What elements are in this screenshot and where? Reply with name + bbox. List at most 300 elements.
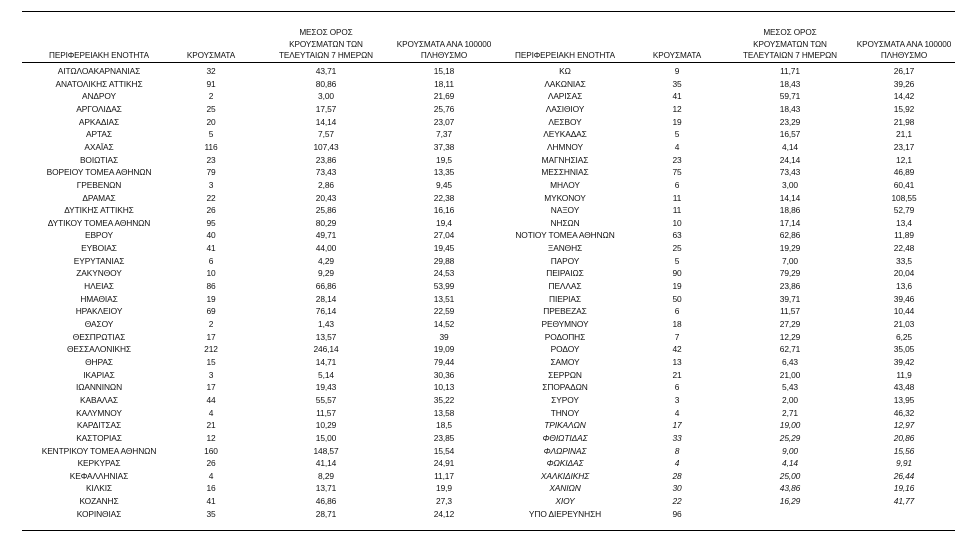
left-region-cell: ΑΡΤΑΣ: [86, 129, 112, 140]
left-per100k-cell: 22,38: [433, 192, 455, 203]
left-per100k-cell: 16,16: [433, 205, 455, 216]
header-avg7-left: ΜΕΣΟΣ ΟΡΟΣ ΚΡΟΥΣΜΑΤΩΝ ΤΩΝ ΤΕΛΕΥΤΑΙΩΝ 7 ΗΜΕΡΩΝ: [279, 28, 373, 61]
right-cases-cell: 50: [672, 293, 682, 304]
header-region-right: ΠΕΡΙΦΕΡΕΙΑΚΗ ΕΝΟΤΗΤΑ: [515, 51, 615, 61]
right-per100k-cell: 33,5: [896, 255, 912, 266]
left-per100k-cell: 15,54: [433, 445, 455, 456]
right-avg7-cell: 4,14: [782, 141, 798, 152]
left-per100k-cell: 21,69: [433, 91, 455, 102]
left-avg7-cell: 13,71: [315, 483, 337, 494]
right-region-cell: ΜΑΓΝΗΣΙΑΣ: [541, 154, 589, 165]
left-region-cell: ΚΑΒΑΛΑΣ: [79, 394, 118, 405]
right-region-cell: ΡΟΔΟΥ: [550, 344, 580, 355]
right-per100k-cell: 22,48: [893, 243, 915, 254]
header-avg7-right: ΜΕΣΟΣ ΟΡΟΣ ΚΡΟΥΣΜΑΤΩΝ ΤΩΝ ΤΕΛΕΥΤΑΙΩΝ 7 ΗΜΕΡΩΝ: [743, 28, 837, 61]
right-avg7-cell: 11,71: [780, 66, 800, 76]
table-row: [0, 508, 973, 521]
left-avg7-cell: 7,57: [318, 129, 334, 140]
left-region-cell: ΓΡΕΒΕΝΩΝ: [76, 179, 122, 190]
left-avg7-cell: 14,14: [315, 116, 337, 127]
left-avg7-cell: 80,29: [315, 217, 337, 228]
left-per100k-cell: 22,59: [433, 306, 455, 317]
table-row: [0, 242, 973, 255]
right-cases-cell: 35: [672, 78, 682, 89]
left-per100k-cell: 29,88: [433, 255, 455, 266]
right-avg7-cell: 23,29: [779, 116, 801, 127]
right-avg7-cell: 62,71: [779, 344, 801, 355]
right-avg7-cell: 16,29: [779, 496, 801, 507]
right-per100k-cell: 12,97: [893, 420, 915, 431]
table-row: [0, 495, 973, 508]
right-cases-cell: 5: [674, 255, 680, 266]
left-per100k-cell: 25,76: [433, 103, 455, 114]
right-avg7-cell: 73,43: [779, 167, 801, 178]
left-cases-cell: 21: [206, 420, 216, 431]
left-region-cell: ΑΝΔΡΟΥ: [81, 91, 117, 102]
left-cases-cell: 3: [208, 179, 214, 190]
table-row: [0, 394, 973, 407]
left-region-cell: ΙΩΑΝΝΙΝΩΝ: [75, 382, 123, 393]
right-per100k-cell: 39,46: [893, 293, 915, 304]
left-avg7-cell: 41,14: [315, 458, 337, 469]
table-row: [0, 204, 973, 217]
left-cases-cell: 32: [206, 66, 216, 76]
left-cases-cell: 5: [208, 129, 214, 140]
left-per100k-cell: 24,91: [433, 458, 455, 469]
left-region-cell: ΑΧΑΪΑΣ: [84, 141, 114, 152]
right-per100k-cell: 108,55: [891, 192, 917, 203]
table-row: [0, 457, 973, 470]
right-cases-cell: 5: [674, 129, 680, 140]
table-row: [0, 103, 973, 116]
left-cases-cell: 15: [206, 356, 216, 367]
left-cases-cell: 41: [206, 243, 216, 254]
right-cases-cell: 30: [672, 483, 682, 494]
left-cases-cell: 95: [206, 217, 216, 228]
left-avg7-cell: 17,57: [315, 103, 337, 114]
right-region-cell: ΡΟΔΟΠΗΣ: [544, 331, 586, 342]
left-region-cell: ΗΜΑΘΙΑΣ: [80, 293, 118, 304]
right-region-cell: ΤΡΙΚΑΛΩΝ: [544, 420, 586, 431]
left-region-cell: ΔΥΤΙΚΟΥ ΤΟΜΕΑ ΑΘΗΝΩΝ: [47, 217, 151, 228]
right-per100k-cell: 46,32: [893, 407, 915, 418]
left-region-cell: ΘΗΡΑΣ: [85, 356, 113, 367]
left-cases-cell: 44: [206, 394, 216, 405]
left-avg7-cell: 10,29: [315, 420, 337, 431]
left-avg7-cell: 8,29: [318, 470, 334, 481]
right-region-cell: ΡΕΘΥΜΝΟΥ: [541, 319, 589, 329]
left-region-cell: ΚΑΣΤΟΡΙΑΣ: [76, 432, 122, 443]
left-cases-cell: 91: [206, 78, 216, 89]
left-avg7-cell: 1,43: [318, 319, 334, 329]
left-region-cell: ΚΟΡΙΝΘΙΑΣ: [76, 508, 122, 519]
left-per100k-cell: 37,38: [433, 141, 455, 152]
left-cases-cell: 2: [208, 319, 214, 329]
left-avg7-cell: 15,00: [315, 432, 337, 443]
left-avg7-cell: 20,43: [315, 192, 337, 203]
right-region-cell: ΛΑΚΩΝΙΑΣ: [544, 78, 586, 89]
left-region-cell: ΚΟΖΑΝΗΣ: [79, 496, 119, 507]
right-region-cell: ΣΥΡΟΥ: [551, 394, 579, 405]
left-cases-cell: 6: [208, 255, 214, 266]
left-cases-cell: 4: [208, 470, 214, 481]
right-avg7-cell: 27,29: [779, 319, 801, 329]
right-per100k-cell: 14,42: [893, 91, 915, 102]
right-region-cell: ΚΩ: [559, 66, 571, 76]
left-per100k-cell: 7,37: [436, 129, 452, 140]
left-cases-cell: 212: [204, 344, 218, 355]
left-per100k-cell: 30,36: [433, 369, 455, 380]
left-per100k-cell: 15,18: [433, 66, 455, 76]
header-cases-right: ΚΡΟΥΣΜΑΤΑ: [652, 51, 702, 61]
table-row: [0, 217, 973, 230]
left-cases-cell: 16: [206, 483, 216, 494]
left-avg7-cell: 49,71: [315, 230, 337, 241]
right-cases-cell: 8: [674, 445, 680, 456]
right-avg7-cell: 14,14: [779, 192, 801, 203]
left-cases-cell: 41: [206, 496, 216, 507]
left-region-cell: ΑΡΓΟΛΙΔΑΣ: [76, 103, 122, 114]
right-region-cell: ΠΕΛΛΑΣ: [548, 281, 582, 292]
right-cases-cell: 21: [672, 369, 682, 380]
right-cases-cell: 7: [674, 331, 680, 342]
table-row: [0, 90, 973, 103]
table-row: [0, 445, 973, 458]
right-avg7-cell: 9,00: [782, 445, 798, 456]
right-avg7-cell: 5,43: [782, 382, 798, 393]
right-cases-cell: 9: [674, 66, 680, 76]
left-per100k-cell: 53,99: [433, 281, 455, 292]
right-cases-cell: 6: [674, 382, 680, 393]
table-row: [0, 470, 973, 483]
left-avg7-cell: 28,71: [315, 508, 337, 519]
left-per100k-cell: 13,51: [433, 293, 455, 304]
right-cases-cell: 75: [672, 167, 682, 178]
left-avg7-cell: 9,29: [318, 268, 334, 279]
left-region-cell: ΘΕΣΣΑΛΟΝΙΚΗΣ: [67, 344, 131, 355]
left-per100k-cell: 24,12: [433, 508, 455, 519]
right-avg7-cell: 18,43: [779, 103, 801, 114]
table-row: [0, 343, 973, 356]
right-per100k-cell: 21,1: [896, 129, 912, 140]
header-region-left: ΠΕΡΙΦΕΡΕΙΑΚΗ ΕΝΟΤΗΤΑ: [49, 51, 149, 61]
right-avg7-cell: 43,86: [779, 483, 801, 494]
left-cases-cell: 25: [206, 103, 216, 114]
left-region-cell: ΚΙΛΚΙΣ: [86, 483, 112, 494]
left-region-cell: ΑΝΑΤΟΛΙΚΗΣ ΑΤΤΙΚΗΣ: [55, 78, 143, 89]
left-avg7-cell: 80,86: [315, 78, 337, 89]
left-avg7-cell: 44,00: [315, 243, 337, 254]
right-per100k-cell: 13,95: [893, 394, 915, 405]
left-per100k-cell: 19,4: [436, 217, 452, 228]
left-cases-cell: 12: [206, 432, 216, 443]
right-region-cell: ΠΑΡΟΥ: [550, 255, 580, 266]
right-cases-cell: 11: [672, 205, 682, 216]
left-region-cell: ΚΕΡΚΥΡΑΣ: [77, 458, 121, 469]
right-avg7-cell: 2,71: [782, 407, 798, 418]
right-region-cell: ΣΕΡΡΩΝ: [548, 369, 582, 380]
table-row: [0, 280, 973, 293]
left-region-cell: ΚΑΛΥΜΝΟΥ: [76, 407, 122, 418]
right-avg7-cell: 23,86: [779, 281, 801, 292]
right-cases-cell: 90: [672, 268, 682, 279]
left-avg7-cell: 14,71: [315, 356, 337, 367]
right-region-cell: ΦΘΙΩΤΙΔΑΣ: [542, 432, 588, 443]
right-cases-cell: 4: [674, 458, 680, 469]
right-cases-cell: 4: [674, 141, 680, 152]
right-region-cell: ΛΑΡΙΣΑΣ: [547, 91, 583, 102]
table-row: [0, 407, 973, 420]
right-avg7-cell: 59,71: [779, 91, 801, 102]
left-region-cell: ΒΟΙΩΤΙΑΣ: [79, 154, 119, 165]
table-row: [0, 255, 973, 268]
right-cases-cell: 13: [672, 356, 682, 367]
right-region-cell: ΛΑΣΙΘΙΟΥ: [545, 103, 585, 114]
left-per100k-cell: 13,58: [433, 407, 455, 418]
left-avg7-cell: 76,14: [315, 306, 337, 317]
right-per100k-cell: 6,25: [896, 331, 912, 342]
left-region-cell: ΘΕΣΠΡΩΤΙΑΣ: [72, 331, 126, 342]
table-row: [0, 116, 973, 129]
right-cases-cell: 41: [672, 91, 682, 102]
left-avg7-cell: 43,71: [315, 66, 337, 76]
right-avg7-cell: 11,57: [780, 306, 800, 317]
left-per100k-cell: 27,04: [433, 230, 455, 241]
left-avg7-cell: 55,57: [315, 394, 337, 405]
right-cases-cell: 11: [672, 192, 682, 203]
left-cases-cell: 26: [206, 458, 216, 469]
left-region-cell: ΑΙΤΩΛΟΑΚΑΡΝΑΝΙΑΣ: [57, 66, 141, 76]
left-cases-cell: 69: [206, 306, 216, 317]
left-region-cell: ΕΥΒΟΙΑΣ: [81, 243, 117, 254]
table-row: [0, 369, 973, 382]
right-cases-cell: 6: [674, 306, 680, 317]
left-per100k-cell: 9,45: [436, 179, 452, 190]
right-cases-cell: 12: [672, 103, 682, 114]
right-avg7-cell: 62,86: [779, 230, 801, 241]
right-region-cell: ΧΙΟΥ: [555, 496, 575, 507]
right-region-cell: ΞΑΝΘΗΣ: [547, 243, 583, 254]
left-per100k-cell: 18,5: [436, 420, 452, 431]
left-region-cell: ΗΛΕΙΑΣ: [84, 281, 114, 292]
left-cases-cell: 79: [206, 167, 216, 178]
left-cases-cell: 35: [206, 508, 216, 519]
left-per100k-cell: 23,85: [433, 432, 455, 443]
left-cases-cell: 23: [206, 154, 216, 165]
right-per100k-cell: 60,41: [893, 179, 915, 190]
left-region-cell: ΑΡΚΑΔΙΑΣ: [78, 116, 120, 127]
left-region-cell: ΒΟΡΕΙΟΥ ΤΟΜΕΑ ΑΘΗΝΩΝ: [46, 167, 152, 178]
right-per100k-cell: 26,44: [893, 470, 915, 481]
right-avg7-cell: 12,29: [779, 331, 801, 342]
left-region-cell: ΔΥΤΙΚΗΣ ΑΤΤΙΚΗΣ: [64, 205, 134, 216]
left-cases-cell: 26: [206, 205, 216, 216]
right-per100k-cell: 13,6: [896, 281, 912, 292]
left-cases-cell: 10: [206, 268, 216, 279]
left-avg7-cell: 148,57: [313, 445, 339, 456]
left-avg7-cell: 66,86: [315, 281, 337, 292]
left-cases-cell: 160: [204, 445, 218, 456]
right-avg7-cell: 24,14: [779, 154, 801, 165]
right-cases-cell: 10: [672, 217, 682, 228]
right-cases-cell: 96: [672, 508, 682, 519]
table-row: [0, 78, 973, 91]
right-region-cell: ΥΠΟ ΔΙΕΡΕΥΝΗΣΗ: [528, 508, 602, 519]
right-cases-cell: 3: [674, 394, 680, 405]
left-region-cell: ΗΡΑΚΛΕΙΟΥ: [75, 306, 123, 317]
left-avg7-cell: 107,43: [313, 141, 339, 152]
right-region-cell: ΛΕΥΚΑΔΑΣ: [543, 129, 587, 140]
right-region-cell: ΛΕΣΒΟΥ: [548, 116, 582, 127]
left-per100k-cell: 14,52: [433, 319, 455, 329]
left-avg7-cell: 23,86: [315, 154, 337, 165]
left-cases-cell: 86: [206, 281, 216, 292]
right-per100k-cell: 19,16: [893, 483, 915, 494]
left-cases-cell: 116: [204, 141, 218, 152]
table-row: [0, 432, 973, 445]
left-per100k-cell: 11,17: [434, 470, 454, 481]
right-cases-cell: 28: [672, 470, 682, 481]
left-region-cell: ΔΡΑΜΑΣ: [82, 192, 116, 203]
right-region-cell: ΝΟΤΙΟΥ ΤΟΜΕΑ ΑΘΗΝΩΝ: [515, 230, 615, 241]
left-per100k-cell: 19,45: [433, 243, 455, 254]
right-per100k-cell: 13,4: [896, 217, 912, 228]
left-cases-cell: 20: [206, 116, 216, 127]
right-per100k-cell: 26,17: [893, 66, 915, 76]
left-avg7-cell: 246,14: [313, 344, 339, 355]
right-region-cell: ΦΩΚΙΔΑΣ: [546, 458, 584, 469]
right-region-cell: ΧΑΛΚΙΔΙΚΗΣ: [540, 470, 590, 481]
right-cases-cell: 22: [672, 496, 682, 507]
left-per100k-cell: 19,9: [436, 483, 452, 494]
right-per100k-cell: 10,44: [893, 306, 915, 317]
left-avg7-cell: 25,86: [315, 205, 337, 216]
right-cases-cell: 19: [672, 281, 682, 292]
left-per100k-cell: 10,13: [433, 382, 455, 393]
right-cases-cell: 63: [672, 230, 682, 241]
left-avg7-cell: 4,29: [318, 255, 334, 266]
right-avg7-cell: 17,14: [779, 217, 801, 228]
right-per100k-cell: 43,48: [893, 382, 915, 393]
right-avg7-cell: 39,71: [779, 293, 801, 304]
right-region-cell: ΠΙΕΡΙΑΣ: [549, 293, 581, 304]
left-per100k-cell: 79,44: [433, 356, 455, 367]
left-per100k-cell: 24,53: [433, 268, 455, 279]
right-avg7-cell: 21,00: [779, 369, 801, 380]
left-per100k-cell: 35,22: [433, 394, 455, 405]
left-cases-cell: 4: [208, 407, 214, 418]
left-cases-cell: 40: [206, 230, 216, 241]
right-region-cell: ΧΑΝΙΩΝ: [549, 483, 581, 494]
table-row: [0, 419, 973, 432]
left-avg7-cell: 19,43: [315, 382, 337, 393]
right-cases-cell: 18: [672, 319, 682, 329]
right-cases-cell: 6: [674, 179, 680, 190]
right-region-cell: ΝΑΞΟΥ: [550, 205, 580, 216]
left-avg7-cell: 46,86: [315, 496, 337, 507]
right-per100k-cell: 20,86: [893, 432, 915, 443]
header-per100k-right: ΚΡΟΥΣΜΑΤΑ ΑΝΑ 100000 ΠΛΗΘΥΣΜΟ: [856, 39, 952, 61]
right-cases-cell: 23: [672, 154, 682, 165]
right-cases-cell: 42: [672, 344, 682, 355]
left-avg7-cell: 5,14: [318, 369, 334, 380]
left-cases-cell: 17: [206, 331, 216, 342]
table-row: [0, 381, 973, 394]
left-region-cell: ΚΑΡΔΙΤΣΑΣ: [76, 420, 122, 431]
right-per100k-cell: 52,79: [893, 205, 915, 216]
right-region-cell: ΦΛΩΡΙΝΑΣ: [543, 445, 587, 456]
left-per100k-cell: 39: [439, 331, 449, 342]
right-region-cell: ΠΡΕΒΕΖΑΣ: [543, 306, 587, 317]
left-cases-cell: 19: [206, 293, 216, 304]
right-region-cell: ΜΕΣΣΗΝΙΑΣ: [541, 167, 589, 178]
right-per100k-cell: 11,89: [894, 230, 914, 241]
table-row: [0, 331, 973, 344]
right-cases-cell: 4: [674, 407, 680, 418]
right-per100k-cell: 41,77: [893, 496, 915, 507]
right-avg7-cell: 4,14: [782, 458, 798, 469]
right-avg7-cell: 6,43: [782, 356, 798, 367]
right-per100k-cell: 35,05: [893, 344, 915, 355]
header-per100k-left: ΚΡΟΥΣΜΑΤΑ ΑΝΑ 100000 ΠΛΗΘΥΣΜΟ: [396, 39, 492, 61]
right-per100k-cell: 46,89: [893, 167, 915, 178]
right-region-cell: ΤΗΝΟΥ: [550, 407, 580, 418]
right-region-cell: ΜΥΚΟΝΟΥ: [544, 192, 586, 203]
right-per100k-cell: 15,56: [893, 445, 915, 456]
table-row: [0, 141, 973, 154]
left-cases-cell: 17: [206, 382, 216, 393]
right-avg7-cell: 3,00: [782, 179, 798, 190]
table-row: [0, 293, 973, 306]
left-region-cell: ΕΒΡΟΥ: [84, 230, 114, 241]
right-avg7-cell: 7,00: [782, 255, 798, 266]
left-per100k-cell: 19,5: [436, 154, 452, 165]
right-avg7-cell: 18,86: [779, 205, 801, 216]
left-cases-cell: 2: [208, 91, 214, 102]
left-per100k-cell: 27,3: [436, 496, 452, 507]
left-per100k-cell: 13,35: [433, 167, 455, 178]
right-avg7-cell: 79,29: [779, 268, 801, 279]
right-per100k-cell: 39,42: [893, 356, 915, 367]
table-row: [0, 192, 973, 205]
header-cases-left: ΚΡΟΥΣΜΑΤΑ: [186, 51, 236, 61]
right-per100k-cell: 9,91: [896, 458, 912, 469]
right-cases-cell: 17: [672, 420, 682, 431]
right-region-cell: ΛΗΜΝΟΥ: [547, 141, 583, 152]
right-avg7-cell: 25,29: [779, 432, 801, 443]
table-row: [0, 482, 973, 495]
left-avg7-cell: 2,86: [318, 179, 334, 190]
right-cases-cell: 25: [672, 243, 682, 254]
right-cases-cell: 33: [672, 432, 682, 443]
table-row: [0, 305, 973, 318]
right-per100k-cell: 21,03: [893, 319, 915, 329]
right-region-cell: ΜΗΛΟΥ: [550, 179, 580, 190]
table-row: [0, 318, 973, 331]
right-region-cell: ΣΠΟΡΑΔΩΝ: [542, 382, 588, 393]
table-row: [0, 267, 973, 280]
right-per100k-cell: 12,1: [896, 154, 912, 165]
left-per100k-cell: 23,07: [433, 116, 455, 127]
right-avg7-cell: 18,43: [779, 78, 801, 89]
right-per100k-cell: 20,04: [893, 268, 915, 279]
left-avg7-cell: 28,14: [315, 293, 337, 304]
left-region-cell: ΘΑΣΟΥ: [84, 319, 114, 329]
right-region-cell: ΝΗΣΩΝ: [550, 217, 580, 228]
left-cases-cell: 3: [208, 369, 214, 380]
left-avg7-cell: 3,00: [318, 91, 334, 102]
table-row: [0, 154, 973, 167]
